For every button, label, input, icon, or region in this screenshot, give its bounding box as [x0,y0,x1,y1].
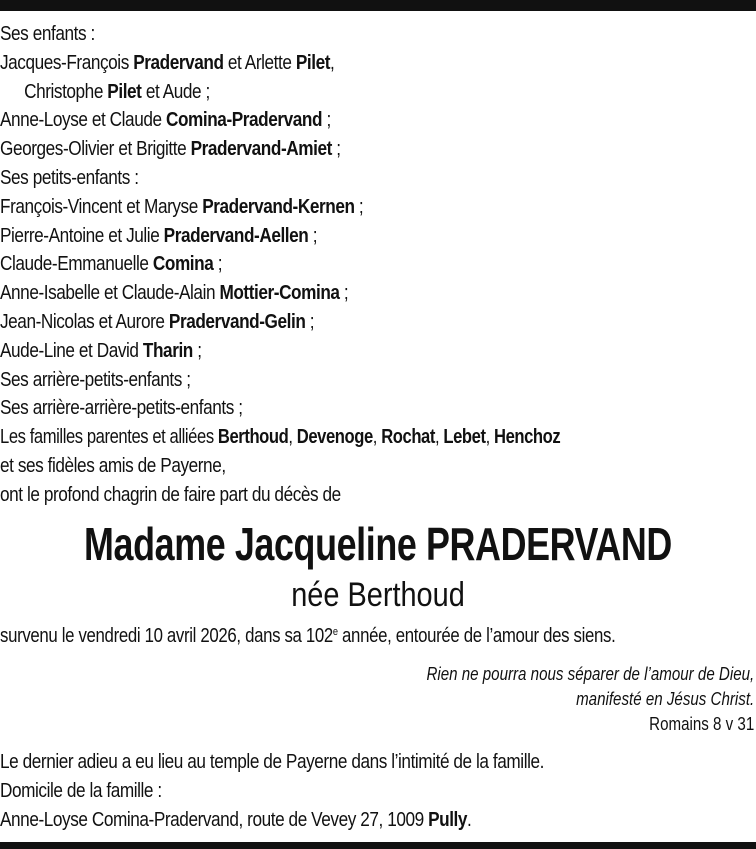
given-names: Christophe [24,80,108,103]
child-line [0,135,650,164]
family-name: Rochat [381,426,435,449]
punctuation: . [467,809,472,831]
punctuation: ; [331,138,341,161]
ordinal-suffix: e [332,626,338,638]
passing-text-end: année, entourée de l’amour des siens. [337,625,616,647]
punctuation: ; [322,109,331,132]
friends-line: et ses fidèles amis de Payerne, [0,454,226,477]
connector: et Arlette [223,51,296,74]
surname: Pradervand-Gelin [168,310,306,333]
domicile-heading: Domicile de la famille : [0,780,162,802]
child-line [0,106,650,135]
given-names: Claude-Emmanuelle [0,253,153,276]
surname: Pradervand-Aellen [163,224,309,247]
given-names: Jean-Nicolas et Aurore [0,310,169,333]
family-name: Henchoz [493,426,561,449]
family-name: Devenoge [296,426,373,449]
family-list [0,20,756,510]
grandchild-line [0,337,650,366]
families-line [0,423,627,452]
given-names: Georges-Olivier et Brigitte [0,138,191,161]
grandchildren-heading: Ses petits-enfants : [0,166,139,189]
family-name: Lebet [443,426,486,449]
punctuation: ; [192,339,202,362]
punctuation: ; [339,282,349,305]
quote-line: manifesté en Jésus Christ. [575,689,754,709]
farewell-line: Le dernier adieu a eu lieu au temple de Payerne dans l’intimité de la famille. [0,751,544,773]
grandchild-line [0,222,650,251]
punctuation: ; [213,253,223,276]
surname: Tharin [142,339,193,362]
separator: , [434,426,444,449]
given-names: Jacques-François [0,51,134,74]
given-names: Pierre-Antoine et Julie [0,224,164,247]
punctuation: et Aude ; [141,80,210,103]
surname: Pradervand-Amiet [190,138,332,161]
family-name: Berthoud [217,426,289,449]
surname: Comina [152,253,214,276]
quote-line: Rien ne pourra nous séparer de l’amour de Dieu, [426,664,754,684]
given-names: François-Vincent et Maryse [0,195,203,218]
punctuation: ; [354,195,364,218]
bottom-border [0,842,756,849]
surname: Pilet [107,80,142,103]
children-heading: Ses enfants : [0,23,95,45]
city: Pully [428,809,468,831]
surname: Mottier-Comina [219,282,340,305]
quote-reference: Romains 8 v 31 [648,714,754,734]
deceased-name: Madame Jacqueline PRADERVAND [84,518,672,570]
address: Anne-Loyse Comina-Pradervand, route de Vevey 27, 1009 [0,809,429,831]
punctuation: ; [308,224,318,247]
bible-quote [426,662,754,737]
separator: , [288,426,297,449]
surname: Pilet [295,51,331,74]
families-prefix: Les familles parentes et alliées [0,426,218,449]
address-line [0,806,650,835]
closing-block [0,748,756,835]
child-line [0,78,650,107]
child-line [0,49,650,78]
passing-text: survenu le vendredi 10 avril 2026, dans sa 102 [0,625,333,647]
surname: Pradervand [133,51,224,74]
grandchild-line [0,279,650,308]
grandchild-line [0,308,650,337]
surname: Pradervand-Kernen [202,195,355,218]
top-border [0,0,756,11]
passing-notice [0,622,615,650]
great-great-grandchildren-line: Ses arrière-arrière-petits-enfants ; [0,397,243,420]
announcement-line: ont le profond chagrin de faire part du décès de [0,483,341,506]
given-names: Anne-Isabelle et Claude-Alain [0,282,220,305]
surname: Comina-Pradervand [165,109,323,132]
maiden-name: née Berthoud [291,576,465,614]
grandchild-line [0,193,650,222]
separator: , [485,426,494,449]
separator: , [372,426,382,449]
grandchild-line [0,250,650,279]
punctuation: , [330,51,335,74]
given-names: Aude-Line et David [0,339,143,362]
punctuation: ; [305,310,315,333]
given-names: Anne-Loyse et Claude [0,109,166,132]
great-grandchildren-line: Ses arrière-petits-enfants ; [0,368,191,391]
